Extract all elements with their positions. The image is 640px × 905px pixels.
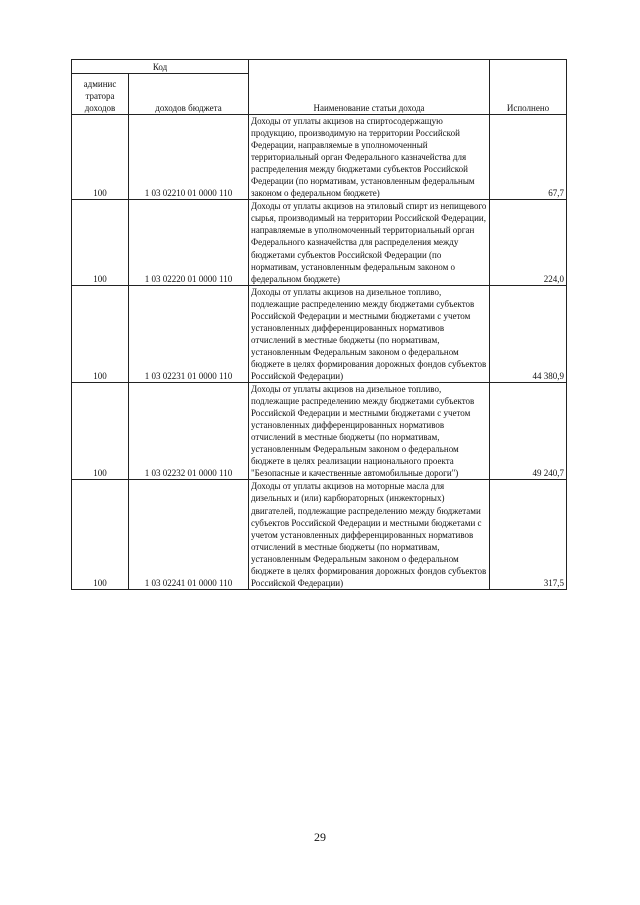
admin-cell: 100 [72, 383, 129, 480]
name-cell: Доходы от уплаты акцизов на спиртосодержащую продукцию, производимую на территории Российской Федерации, направляемые в уполномоченный территориальный орган Федерального казначейства для распределения между бюджетами субъектов Российской Федерации (по нормативам, установленным федеральным законом о федеральном бюджете) [249, 115, 490, 200]
code-cell: 1 03 02232 01 0000 110 [129, 383, 249, 480]
name-column-header: Наименование статьи дохода [249, 60, 490, 115]
code-cell: 1 03 02241 01 0000 110 [129, 480, 249, 589]
table-row [72, 115, 567, 200]
name-cell: Доходы от уплаты акцизов на дизельное топливо, подлежащие распределению между бюджетами субъектов Российской Федерации и местными бюджетами с учетом установленных дифференцированных нормативов отчислений в местные бюджеты (по нормативам, установленным Федеральным законом о федеральном бюджете в целях формирования дорожных фондов субъектов Российской Федерации) [249, 285, 490, 382]
amount-cell: 49 240,7 [490, 383, 567, 480]
code-group-header: Код [72, 60, 249, 74]
code-cell: 1 03 02210 01 0000 110 [129, 115, 249, 200]
name-cell: Доходы от уплаты акцизов на этиловый спирт из непищевого сырья, производимый на территории Российской Федерации, направляемые в уполномоченный территориальный орган Федерального казначейства для распределения между бюджетами субъектов Российской Федерации (по нормативам, установленным федеральным законом о федеральном бюджете) [249, 200, 490, 285]
table-body [72, 60, 567, 590]
code-cell: 1 03 02231 01 0000 110 [129, 285, 249, 382]
code-cell: 1 03 02220 01 0000 110 [129, 200, 249, 285]
amount-cell: 317,5 [490, 480, 567, 589]
amount-cell: 44 380,9 [490, 285, 567, 382]
admin-cell: 100 [72, 480, 129, 589]
table-row [72, 383, 567, 480]
admin-column-header: админис тратора доходов [72, 74, 129, 115]
admin-cell: 100 [72, 285, 129, 382]
revenue-table [71, 59, 567, 590]
table-row [72, 285, 567, 382]
admin-cell: 100 [72, 115, 129, 200]
table-row [72, 480, 567, 589]
name-cell: Доходы от уплаты акцизов на моторные масла для дизельных и (или) карбюраторных (инжекторных) двигателей, подлежащие распределению между бюджетами субъектов Российской Федерации и местными бюджетами с учетом установленных дифференцированных нормативов отчислений в местные бюджеты (по нормативам, установленным Федеральным законом о федеральном бюджете в целях формирования дорожных фондов субъектов Российской Федерации) [249, 480, 490, 589]
table-row [72, 200, 567, 285]
amount-cell: 67,7 [490, 115, 567, 200]
admin-cell: 100 [72, 200, 129, 285]
page-number: 29 [314, 830, 326, 844]
budget-code-column-header: доходов бюджета [129, 74, 249, 115]
amount-column-header: Исполнено [490, 60, 567, 115]
amount-cell: 224,0 [490, 200, 567, 285]
header-row-top [72, 60, 567, 74]
name-cell: Доходы от уплаты акцизов на дизельное топливо, подлежащие распределению между бюджетами субъектов Российской Федерации и местными бюджетами с учетом установленных дифференцированных нормативов отчислений в местные бюджеты (по нормативам, установленным Федеральным законом о федеральном бюджете в целях реализации национального проекта "Безопасные и качественные автомобильные дороги") [249, 383, 490, 480]
